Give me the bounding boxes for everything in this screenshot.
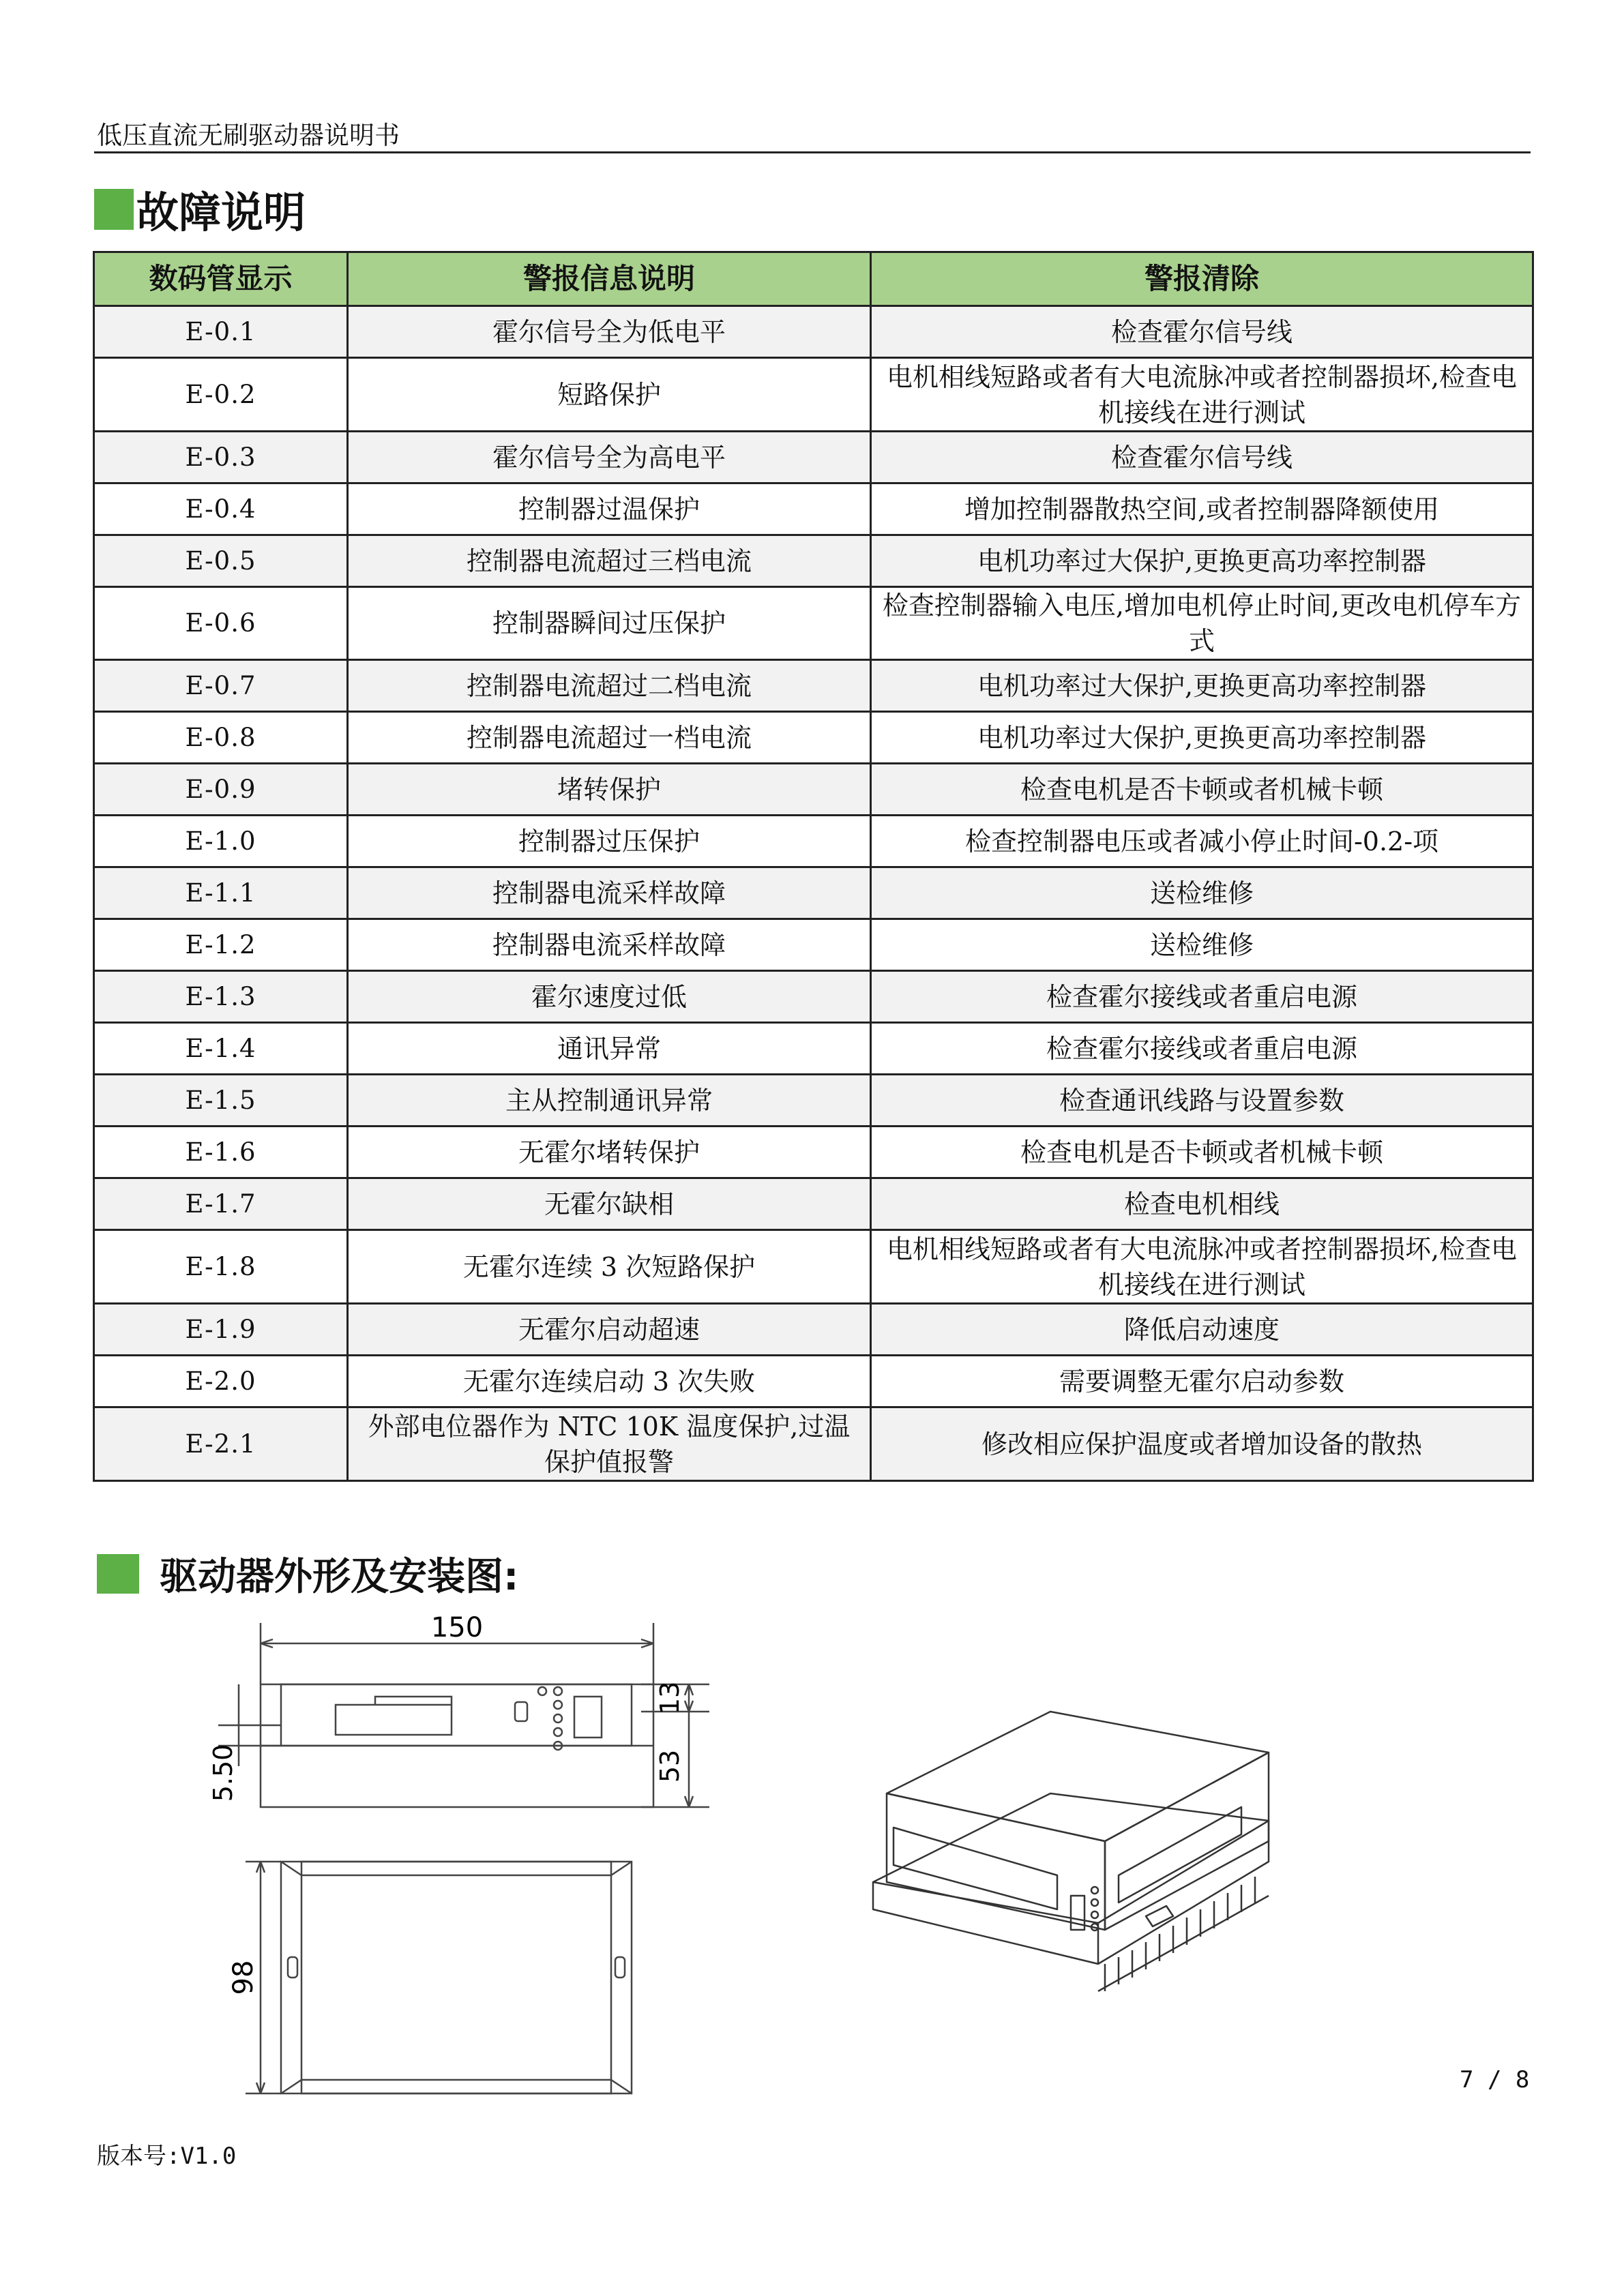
fault-clear-cell: 电机相线短路或者有大电流脉冲或者控制器损坏,检查电机接线在进行测试: [871, 1230, 1533, 1304]
fault-info-cell: 霍尔信号全为低电平: [348, 306, 871, 358]
fault-clear-cell: 降低启动速度: [871, 1304, 1533, 1356]
fault-info-cell: 控制器电流超过三档电流: [348, 535, 871, 587]
page-number: 7 / 8: [1460, 2066, 1530, 2093]
fault-info-cell: 短路保护: [348, 358, 871, 432]
fault-clear-cell: 检查电机是否卡顿或者机械卡顿: [871, 764, 1533, 816]
fault-info-cell: 霍尔速度过低: [348, 971, 871, 1023]
isometric-view-drawing: [846, 1691, 1310, 2046]
fault-clear-cell: 检查霍尔信号线: [871, 432, 1533, 483]
table-row: [94, 535, 1533, 587]
fault-clear-cell: 电机相线短路或者有大电流脉冲或者控制器损坏,检查电机接线在进行测试: [871, 358, 1533, 432]
fault-clear-cell: 修改相应保护温度或者增加设备的散热: [871, 1407, 1533, 1481]
fault-clear-cell: 检查电机是否卡顿或者机械卡顿: [871, 1127, 1533, 1178]
fault-clear-cell: 电机功率过大保护,更换更高功率控制器: [871, 660, 1533, 712]
table-row: [94, 660, 1533, 712]
fault-code-cell: E-1.8: [94, 1230, 348, 1304]
section-drawing-heading: [97, 1547, 518, 1601]
table-row: [94, 1178, 1533, 1230]
fault-info-cell: 霍尔信号全为高电平: [348, 432, 871, 483]
fault-code-cell: E-0.5: [94, 535, 348, 587]
fault-clear-cell: 检查通讯线路与设置参数: [871, 1075, 1533, 1127]
fault-info-cell: 外部电位器作为 NTC 10K 温度保护,过温保护值报警: [348, 1407, 871, 1481]
table-row: [94, 1075, 1533, 1127]
dim-depth-label: 98: [228, 1960, 259, 1995]
section-fault-heading: [94, 179, 306, 239]
column-header-info: 警报信息说明: [348, 252, 871, 306]
fault-info-cell: 控制器瞬间过压保护: [348, 587, 871, 660]
fault-code-cell: E-1.6: [94, 1127, 348, 1178]
table-row: [94, 358, 1533, 432]
fault-clear-cell: 检查霍尔接线或者重启电源: [871, 971, 1533, 1023]
table-row: [94, 816, 1533, 867]
fault-code-cell: E-1.1: [94, 867, 348, 919]
front-view-drawing: [205, 1609, 723, 1814]
table-row: [94, 1356, 1533, 1407]
dim-hole-label: 5.50: [208, 1744, 238, 1802]
table-row: [94, 587, 1533, 660]
fault-clear-cell: 检查霍尔接线或者重启电源: [871, 1023, 1533, 1075]
fault-code-cell: E-0.9: [94, 764, 348, 816]
column-header-clear: 警报清除: [871, 252, 1533, 306]
fault-code-cell: E-1.3: [94, 971, 348, 1023]
fault-clear-cell: 增加控制器散热空间,或者控制器降额使用: [871, 483, 1533, 535]
fault-code-cell: E-0.4: [94, 483, 348, 535]
fault-clear-cell: 检查控制器电压或者减小停止时间-0.2-项: [871, 816, 1533, 867]
table-row: [94, 483, 1533, 535]
fault-code-cell: E-1.7: [94, 1178, 348, 1230]
fault-info-cell: 控制器电流采样故障: [348, 919, 871, 971]
fault-info-cell: 无霍尔连续启动 3 次失败: [348, 1356, 871, 1407]
table-row: [94, 1407, 1533, 1481]
dim-height-label: 53: [655, 1749, 685, 1783]
fault-info-cell: 控制器电流超过一档电流: [348, 712, 871, 764]
table-row: [94, 1023, 1533, 1075]
table-row: [94, 1230, 1533, 1304]
fault-info-cell: 无霍尔启动超速: [348, 1304, 871, 1356]
fault-code-cell: E-2.1: [94, 1407, 348, 1481]
fault-info-cell: 无霍尔连续 3 次短路保护: [348, 1230, 871, 1304]
fault-code-cell: E-1.5: [94, 1075, 348, 1127]
fault-code-cell: E-2.0: [94, 1356, 348, 1407]
fault-clear-cell: 电机功率过大保护,更换更高功率控制器: [871, 712, 1533, 764]
fault-info-cell: 控制器电流超过二档电流: [348, 660, 871, 712]
section-fault-title: 故障说明: [136, 188, 306, 237]
table-row: [94, 432, 1533, 483]
table-row: [94, 867, 1533, 919]
fault-table: [93, 251, 1534, 1482]
top-view-drawing: [205, 1848, 682, 2107]
fault-clear-cell: 检查控制器输入电压,增加电机停止时间,更改电机停车方式: [871, 587, 1533, 660]
fault-code-cell: E-1.9: [94, 1304, 348, 1356]
fault-clear-cell: 送检维修: [871, 867, 1533, 919]
section-drawing-title: 驱动器外形及安装图:: [160, 1555, 519, 1599]
fault-code-cell: E-0.7: [94, 660, 348, 712]
fault-info-cell: 无霍尔缺相: [348, 1178, 871, 1230]
fault-code-cell: E-0.8: [94, 712, 348, 764]
fault-info-cell: 主从控制通讯异常: [348, 1075, 871, 1127]
section-marker-icon: [94, 189, 134, 230]
fault-clear-cell: 检查霍尔信号线: [871, 306, 1533, 358]
header-divider: [94, 151, 1531, 153]
fault-info-cell: 通讯异常: [348, 1023, 871, 1075]
table-row: [94, 1304, 1533, 1356]
fault-info-cell: 堵转保护: [348, 764, 871, 816]
table-row: [94, 919, 1533, 971]
fault-info-cell: 控制器过压保护: [348, 816, 871, 867]
dim-top-label: 13: [655, 1681, 685, 1715]
table-row: [94, 712, 1533, 764]
column-header-code: 数码管显示: [94, 252, 348, 306]
fault-clear-cell: 需要调整无霍尔启动参数: [871, 1356, 1533, 1407]
fault-clear-cell: 送检维修: [871, 919, 1533, 971]
fault-clear-cell: 电机功率过大保护,更换更高功率控制器: [871, 535, 1533, 587]
dim-width-label: 150: [430, 1612, 484, 1643]
table-header-row: [94, 252, 1533, 306]
fault-code-cell: E-0.6: [94, 587, 348, 660]
fault-code-cell: E-0.1: [94, 306, 348, 358]
fault-info-cell: 控制器过温保护: [348, 483, 871, 535]
fault-code-cell: E-1.2: [94, 919, 348, 971]
fault-clear-cell: 检查电机相线: [871, 1178, 1533, 1230]
table-row: [94, 1127, 1533, 1178]
table-row: [94, 764, 1533, 816]
table-row: [94, 306, 1533, 358]
fault-code-cell: E-0.3: [94, 432, 348, 483]
document-header-title: 低压直流无刷驱动器说明书: [97, 121, 400, 150]
fault-code-cell: E-0.2: [94, 358, 348, 432]
fault-info-cell: 无霍尔堵转保护: [348, 1127, 871, 1178]
section-marker-icon: [97, 1554, 139, 1594]
version-label: 版本号:V1.0: [97, 2143, 237, 2170]
table-row: [94, 971, 1533, 1023]
fault-info-cell: 控制器电流采样故障: [348, 867, 871, 919]
fault-code-cell: E-1.4: [94, 1023, 348, 1075]
fault-code-cell: E-1.0: [94, 816, 348, 867]
